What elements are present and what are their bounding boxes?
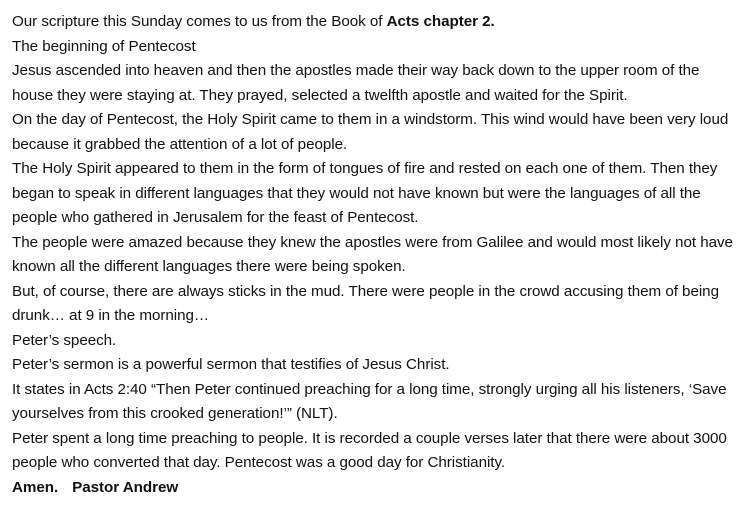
paragraph-ascension: Jesus ascended into heaven and then the apostles made their way back down to the upper room of the house they were staying at. They prayed, selected a twelfth apostle and waited for the Spirit. xyxy=(12,62,700,104)
paragraph-tongues-of-fire: The Holy Spirit appeared to them in the form of tongues of fire and rested on each one of them. Then they began to speak in different languages that they would not have known but were the languages of all the people who gathered in Jerusalem for the feast of Pentecost. xyxy=(12,160,718,226)
paragraph-peters-sermon: Peter’s sermon is a powerful sermon that testifies of Jesus Christ. xyxy=(12,356,450,373)
section-heading-pentecost: The beginning of Pentecost xyxy=(12,37,196,55)
section-heading-peters-speech: Peter’s speech. xyxy=(12,331,117,349)
sermon-document xyxy=(12,10,734,500)
paragraph-sticks-in-mud: But, of course, there are always sticks in the mud. There were people in the crowd accusing them of being drunk… at 9 in the morning… xyxy=(12,282,719,324)
intro-paragraph xyxy=(12,10,734,35)
paragraph-windstorm: On the day of Pentecost, the Holy Spirit came to them in a windstorm. This wind would have been very loud because it grabbed the attention of a lot of people. xyxy=(12,111,729,153)
closing-amen: Amen. xyxy=(12,478,59,496)
paragraph-conversions: Peter spent a long time preaching to people. It is recorded a couple verses later that there were about 3000 people who converted that day. Pentecost was a good day for Christianity. xyxy=(12,429,727,471)
intro-text: Our scripture this Sunday comes to us from the Book of xyxy=(12,13,387,30)
closing-signature xyxy=(12,476,734,501)
paragraph-acts-quote: It states in Acts 2:40 “Then Peter continued preaching for a long time, strongly urging all his listeners, ‘Save yourselves from this crooked generation!’” (NLT). xyxy=(12,380,727,422)
scripture-reference: Acts chapter 2. xyxy=(386,13,495,30)
paragraph-people-amazed: The people were amazed because they knew the apostles were from Galilee and would most likely not have known all the different languages there were being spoken. xyxy=(12,233,733,275)
pastor-signature: Pastor Andrew xyxy=(72,478,179,496)
